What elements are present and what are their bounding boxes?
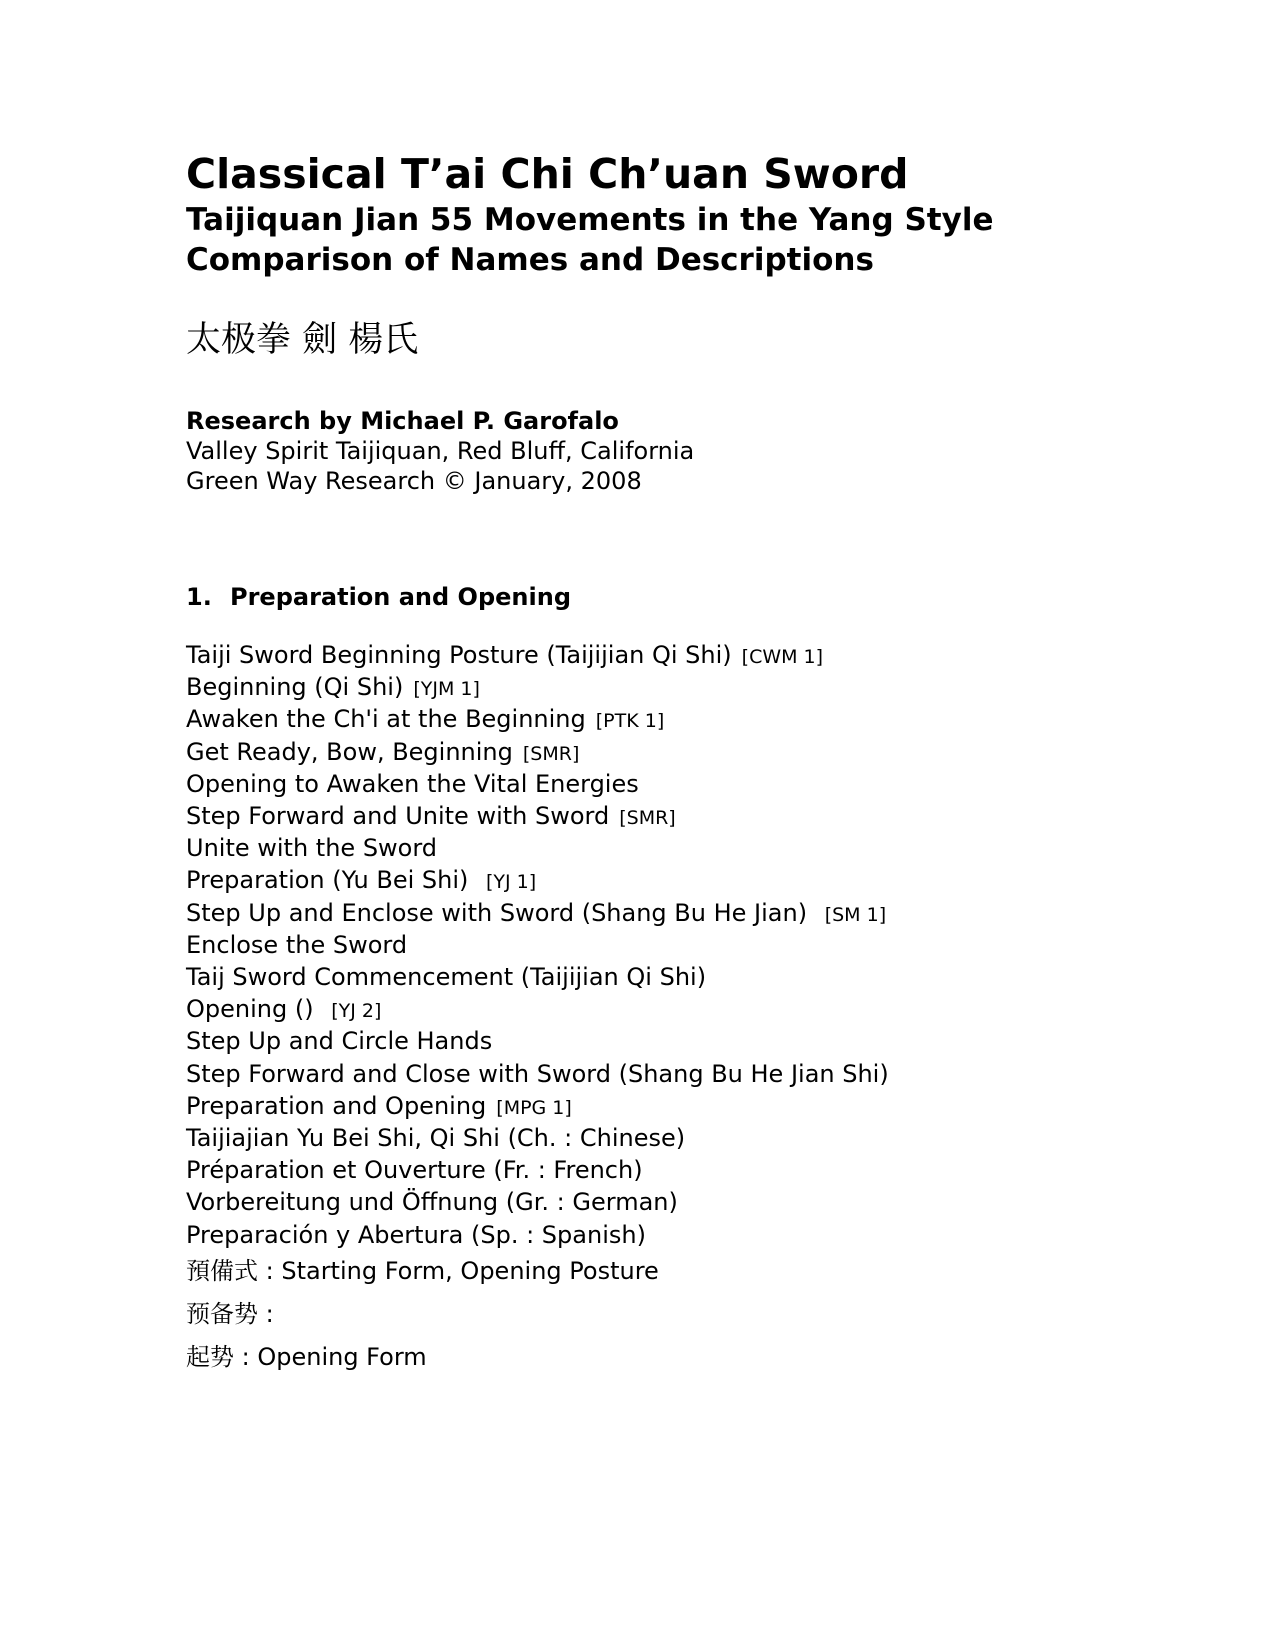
section-number: 1. (186, 583, 212, 611)
name-text: Enclose the Sword (186, 930, 408, 959)
name-reference: [YJ 2] (331, 1000, 382, 1023)
list-item (186, 801, 1146, 833)
name-text: Taiji Sword Beginning Posture (Taijijian Qi Shi) (186, 641, 732, 669)
list-item: 预备势 : (186, 1299, 274, 1328)
list-item (186, 1187, 1146, 1219)
list-item (186, 898, 1146, 930)
name-text: Step Forward and Unite with Sword (186, 802, 610, 831)
name-text: Beginning (Qi Shi) (186, 673, 404, 702)
name-text: Préparation et Ouverture (Fr. : French) (186, 1156, 643, 1185)
list-item (186, 1026, 1146, 1058)
name-reference: [SMR] (522, 742, 580, 765)
name-text: Step Up and Circle Hands (186, 1027, 493, 1056)
list-item (186, 994, 1146, 1026)
document-subtitle-2: Comparison of Names and Descriptions (186, 242, 874, 278)
list-item (186, 704, 1146, 736)
name-text: Preparation and Opening (186, 1091, 487, 1120)
list-item (186, 833, 1146, 865)
name-text: Unite with the Sword (186, 834, 438, 863)
section-heading (186, 582, 1146, 612)
list-item (186, 930, 1146, 962)
chinese-names-list (186, 1256, 1146, 1372)
movement-names-list (186, 640, 1146, 1252)
name-reference: [SMR] (619, 807, 676, 830)
name-text: Step Up and Enclose with Sword (Shang Bu He Jian) (186, 898, 815, 927)
list-item (186, 1155, 1146, 1187)
list-item (186, 962, 1146, 994)
name-reference: [YJ 1] (486, 871, 537, 894)
name-text: Preparación y Abertura (Sp. : Spanish) (186, 1220, 646, 1249)
name-reference: [SM 1] (824, 903, 887, 926)
document-subtitle-1: Taijiquan Jian 55 Movements in the Yang Style (186, 202, 994, 238)
name-text: Get Ready, Bow, Beginning (186, 737, 513, 766)
list-item (186, 672, 1146, 704)
list-item (186, 640, 1146, 672)
name-reference: [MPG 1] (496, 1096, 572, 1119)
section-title: Preparation and Opening (230, 583, 571, 611)
page-content (186, 148, 1146, 1385)
list-item (186, 1091, 1146, 1123)
name-reference: [CWM 1] (741, 646, 824, 668)
name-text: Vorbereitung und Öffnung (Gr. : German) (186, 1188, 678, 1217)
research-copyright: Green Way Research © January, 2008 (186, 467, 642, 495)
name-text: Awaken the Ch'i at the Beginning (186, 705, 586, 734)
name-text: Opening to Awaken the Vital Energies (186, 769, 639, 798)
name-text: Step Forward and Close with Sword (Shang Bu He Jian Shi) (186, 1059, 889, 1088)
list-item (186, 1123, 1146, 1155)
list-item (186, 1220, 1146, 1252)
name-text: Opening () (186, 995, 322, 1024)
research-author: Research by Michael P. Garofalo (186, 407, 619, 435)
research-block (186, 406, 1146, 496)
list-item (186, 865, 1146, 897)
chinese-title: 太极拳 劍 楊氏 (186, 320, 419, 360)
name-reference: [YJM 1] (413, 678, 480, 701)
name-text: Preparation (Yu Bei Shi) (186, 866, 477, 895)
research-affiliation: Valley Spirit Taijiquan, Red Bluff, California (186, 437, 695, 465)
list-item: 起势 : Opening Form (186, 1342, 427, 1371)
name-text: Taij Sword Commencement (Taijijian Qi Shi) (186, 963, 707, 992)
name-reference: [PTK 1] (595, 710, 665, 733)
list-item (186, 769, 1146, 801)
document-title: Classical T’ai Chi Ch’uan Sword (186, 150, 909, 198)
list-item (186, 1059, 1146, 1091)
name-text: Taijiajian Yu Bei Shi, Qi Shi (Ch. : Chinese) (186, 1124, 686, 1153)
list-item (186, 737, 1146, 769)
list-item: 預備式 : Starting Form, Opening Posture (186, 1256, 659, 1285)
